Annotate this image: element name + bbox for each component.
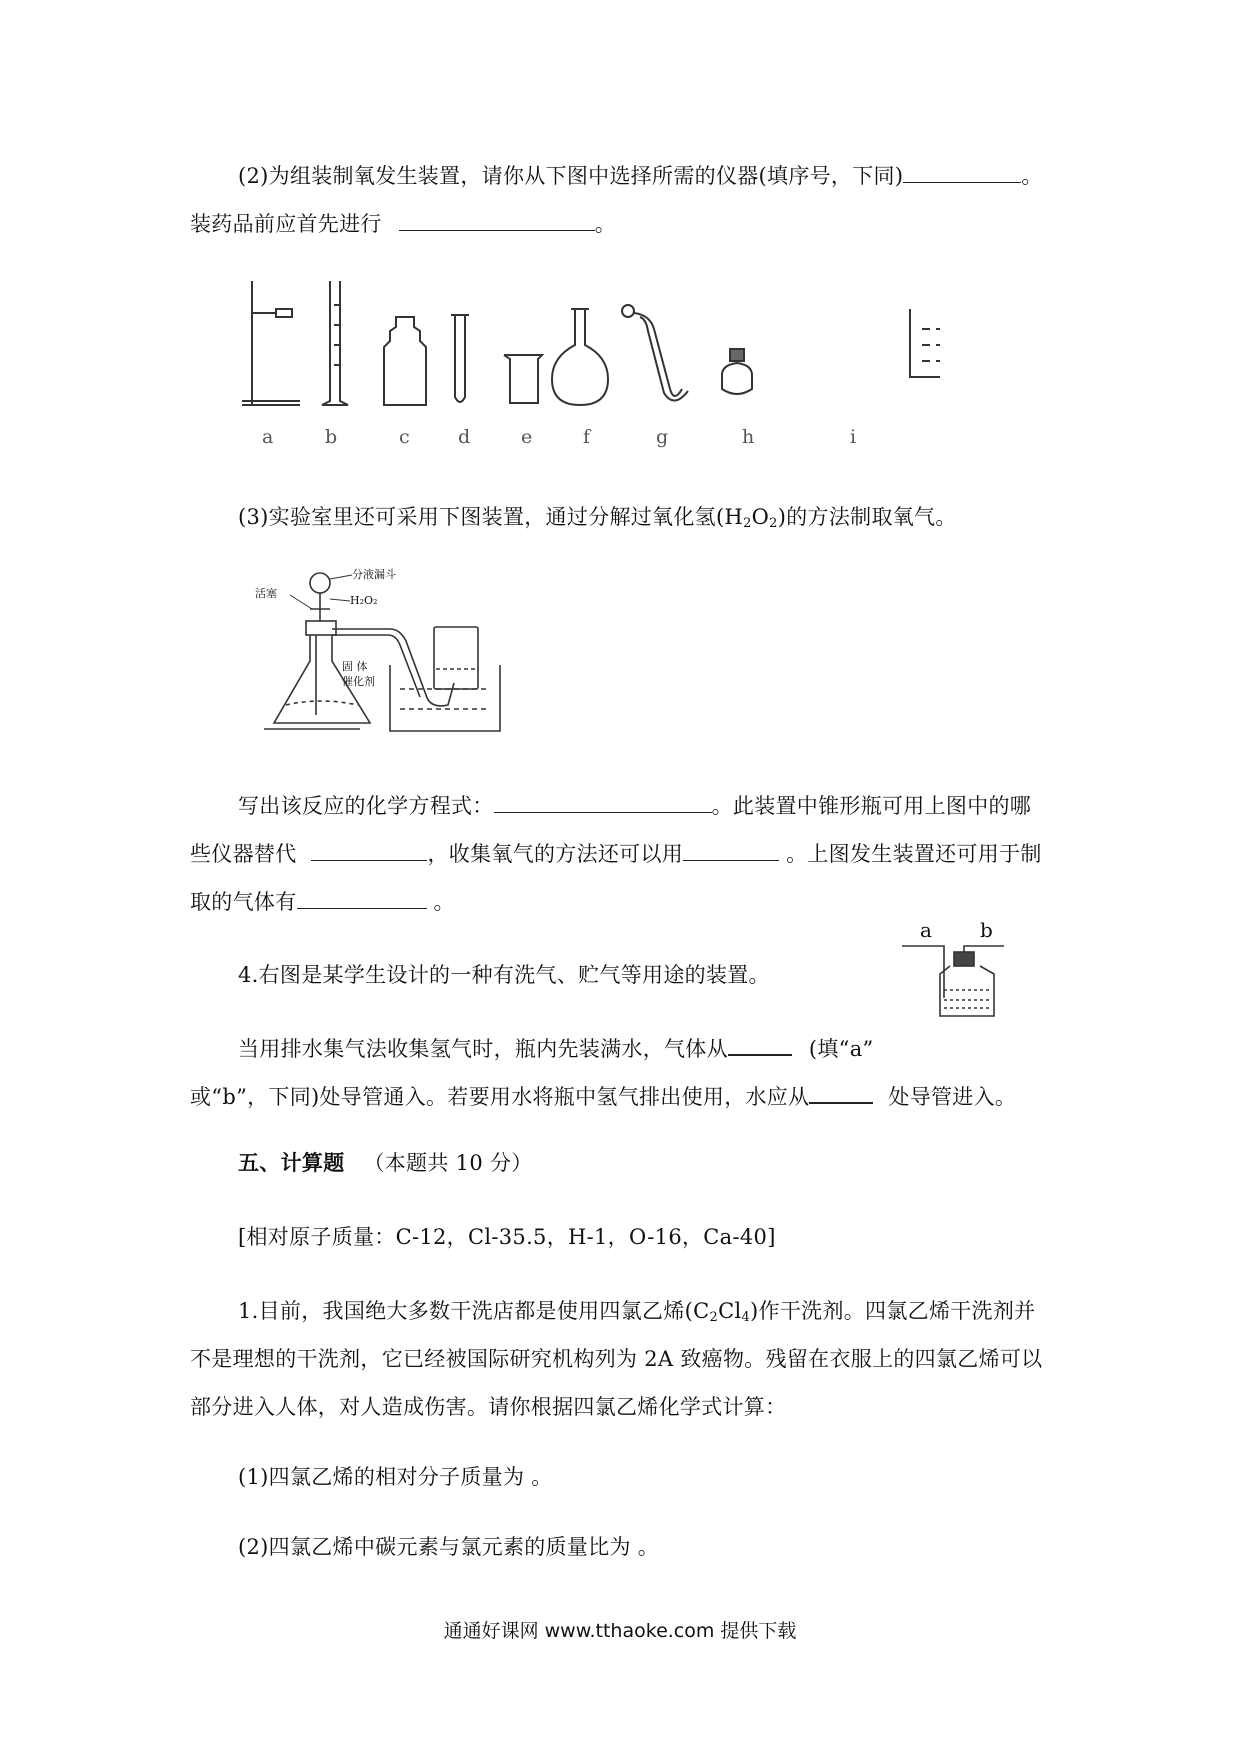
q2-line1 — [238, 160, 1043, 191]
answer-blank[interactable] — [809, 1080, 873, 1104]
punct: 。 — [594, 212, 616, 236]
p1-subq1 — [238, 1462, 553, 1492]
label-stopcock: 活塞 — [255, 587, 277, 600]
label-c: c — [399, 426, 410, 448]
subscript: 4 — [741, 1310, 751, 1325]
label-bottle-a: a — [920, 918, 932, 942]
text: 当用排水集气法收集氢气时，瓶内先装满水，气体从 — [238, 1037, 728, 1061]
answer-blank[interactable] — [399, 208, 595, 231]
p1-line3 — [190, 1392, 786, 1422]
text: 。此装置中锥形瓶可用上图中的哪 — [711, 794, 1032, 818]
measuring-cylinder-icon — [322, 281, 348, 405]
text: )作干洗剂。四氯乙烯干洗剂并 — [750, 1299, 1036, 1323]
water-trough-icon — [910, 309, 940, 377]
gas-washing-bottle-figure — [900, 940, 1010, 1020]
text: (填“a” — [808, 1037, 874, 1061]
label-catalyst: 催化剂 — [342, 675, 375, 688]
answer-blank[interactable] — [903, 160, 1021, 183]
text: (1)四氯乙烯的相对分子质量为 。 — [238, 1465, 553, 1489]
p1-subq2 — [238, 1532, 659, 1562]
q2-line2 — [190, 208, 616, 239]
p1-line2 — [190, 1344, 1042, 1374]
text: (2)四氯乙烯中碳元素与氯元素的质量比为 。 — [238, 1535, 660, 1559]
apparatus-figure — [230, 275, 940, 415]
text: 写出该反应的化学方程式： — [238, 794, 494, 818]
text: 处导管进入。 — [888, 1085, 1017, 1109]
p1-line1 — [238, 1296, 1035, 1333]
atomic-masses — [238, 1222, 776, 1252]
text: )的方法制取氧气。 — [777, 505, 957, 529]
round-bottom-flask-icon — [552, 309, 608, 405]
alcohol-lamp-icon — [722, 349, 752, 394]
delivery-tube-icon — [622, 305, 688, 401]
text: 。上图发生装置还可用于制 — [786, 842, 1042, 866]
wide-mouth-bottle-icon — [384, 317, 426, 405]
page-footer: 通通好课网 www.tthaoke.com 提供下载 — [443, 1620, 797, 1642]
q4-line1 — [238, 960, 770, 990]
h2o2-apparatus-figure — [250, 565, 520, 745]
subscript: 2 — [709, 1310, 719, 1325]
q4-line2 — [238, 1032, 874, 1064]
q3-intro — [238, 502, 957, 539]
text: 部分进入人体，对人造成伤害。请你根据四氯乙烯化学式计算： — [190, 1395, 787, 1419]
test-tube-icon — [451, 315, 469, 402]
label-solid: 固 体 — [342, 660, 368, 673]
punct: 。 — [1021, 164, 1043, 188]
text: O — [751, 505, 770, 529]
section5-heading — [238, 1148, 533, 1178]
label-funnel: 分液漏斗 — [352, 568, 396, 581]
label-h: h — [742, 426, 755, 448]
text: 不是理想的干洗剂，它已经被国际研究机构列为 2A 致癌物。残留在衣服上的四氯乙烯可以 — [190, 1347, 1043, 1371]
label-a: a — [262, 426, 274, 448]
label-d: d — [458, 426, 471, 448]
answer-blank[interactable] — [311, 838, 427, 861]
label-f: f — [583, 426, 591, 448]
q4-line3 — [190, 1080, 1016, 1112]
text: 取的气体有 — [190, 890, 297, 914]
text: Cl — [718, 1299, 742, 1323]
text: 4.右图是某学生设计的一种有洗气、贮气等用途的装置。 — [238, 963, 770, 987]
label-g: g — [656, 426, 669, 448]
label-h2o2: H₂O₂ — [350, 594, 378, 607]
text: 些仪器替代 — [190, 842, 297, 866]
q2-text-2: 装药品前应首先进行 — [190, 212, 382, 236]
text: ，收集氧气的方法还可以用 — [427, 842, 684, 866]
text: 或“b”，下同)处导管通入。若要用水将瓶中氢气排出使用，水应从 — [190, 1085, 810, 1109]
section-title: 五、计算题 — [238, 1150, 345, 1175]
q3-line3 — [190, 886, 455, 917]
q2-text: (2)为组装制氧发生装置，请你从下图中选择所需的仪器(填序号，下同) — [238, 164, 904, 188]
answer-blank[interactable] — [297, 886, 427, 909]
label-bottle-b: b — [980, 918, 993, 942]
text: 1.目前，我国绝大多数干洗店都是使用四氯乙烯(C — [238, 1299, 710, 1323]
subscript: 2 — [743, 516, 752, 531]
answer-blank[interactable] — [683, 838, 779, 861]
subscript: 2 — [769, 516, 778, 531]
section-note: （本题共 10 分） — [363, 1151, 533, 1175]
q3-line2 — [190, 838, 1042, 869]
beaker-icon — [504, 355, 542, 403]
label-e: e — [521, 426, 533, 448]
answer-blank[interactable] — [494, 790, 712, 813]
label-b: b — [325, 426, 338, 448]
text: (3)实验室里还可采用下图装置，通过分解过氧化氢(H — [238, 505, 744, 529]
q3-equation-line — [238, 790, 1031, 821]
iron-stand-icon — [242, 281, 300, 405]
answer-blank[interactable] — [728, 1032, 792, 1056]
text: [相对原子质量：C-12，Cl-35.5，H-1，O-16，Ca-40] — [238, 1225, 776, 1249]
label-i: i — [850, 426, 857, 448]
text: 。 — [433, 890, 455, 914]
